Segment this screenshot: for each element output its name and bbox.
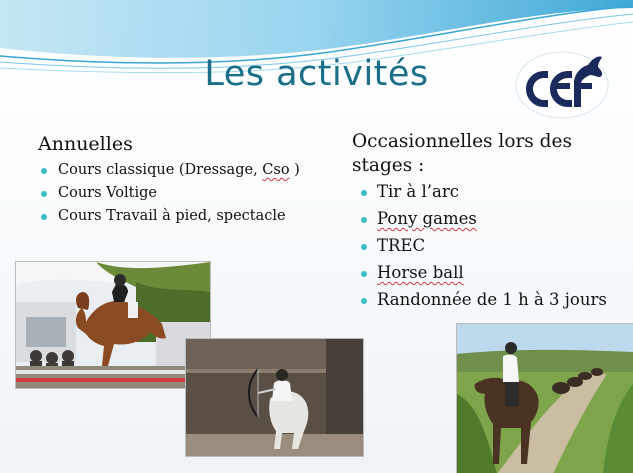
bullet-icon <box>361 190 367 196</box>
list-item-text: Horse ball <box>377 263 464 282</box>
occasional-heading-item <box>334 130 624 178</box>
list-item <box>38 205 328 228</box>
list-item <box>360 263 624 283</box>
bullet-icon <box>41 168 47 174</box>
bullet-icon <box>41 191 47 197</box>
bullet-icon <box>361 217 367 223</box>
list-item <box>360 182 624 202</box>
archery-photo <box>185 338 364 457</box>
list-item-text: Tir à l’arc <box>377 182 459 201</box>
occasional-activities <box>334 130 624 317</box>
list-item <box>38 159 328 182</box>
annual-activities <box>38 133 328 228</box>
list-item-text: TREC <box>377 236 426 255</box>
occasional-heading: Occasionnelles lors des stages : <box>352 131 572 176</box>
occasional-list <box>334 182 624 310</box>
trail-ride-photo <box>456 323 633 473</box>
list-item-text: Cours classique (Dressage, <box>58 162 263 178</box>
list-item <box>360 236 624 256</box>
show-jumping-photo <box>15 261 211 389</box>
annual-list <box>38 159 328 228</box>
bullet-icon <box>361 271 367 277</box>
slide-title: Les activités <box>204 54 429 94</box>
bullet-icon <box>41 214 47 220</box>
cef-logo <box>514 45 610 120</box>
list-item-text: Cours Voltige <box>58 185 157 201</box>
list-item-text: Cso <box>262 162 290 178</box>
list-item-text: ) <box>289 162 300 178</box>
list-item-text: Pony games <box>377 209 477 228</box>
list-item <box>360 290 624 310</box>
bullet-icon <box>361 298 367 304</box>
annual-heading: Annuelles <box>38 133 133 155</box>
list-item-text: Cours Travail à pied, spectacle <box>58 208 286 224</box>
bullet-icon <box>361 244 367 250</box>
list-item <box>38 182 328 205</box>
list-item-text: Randonnée de 1 h à 3 jours <box>377 290 607 309</box>
list-item <box>360 209 624 229</box>
